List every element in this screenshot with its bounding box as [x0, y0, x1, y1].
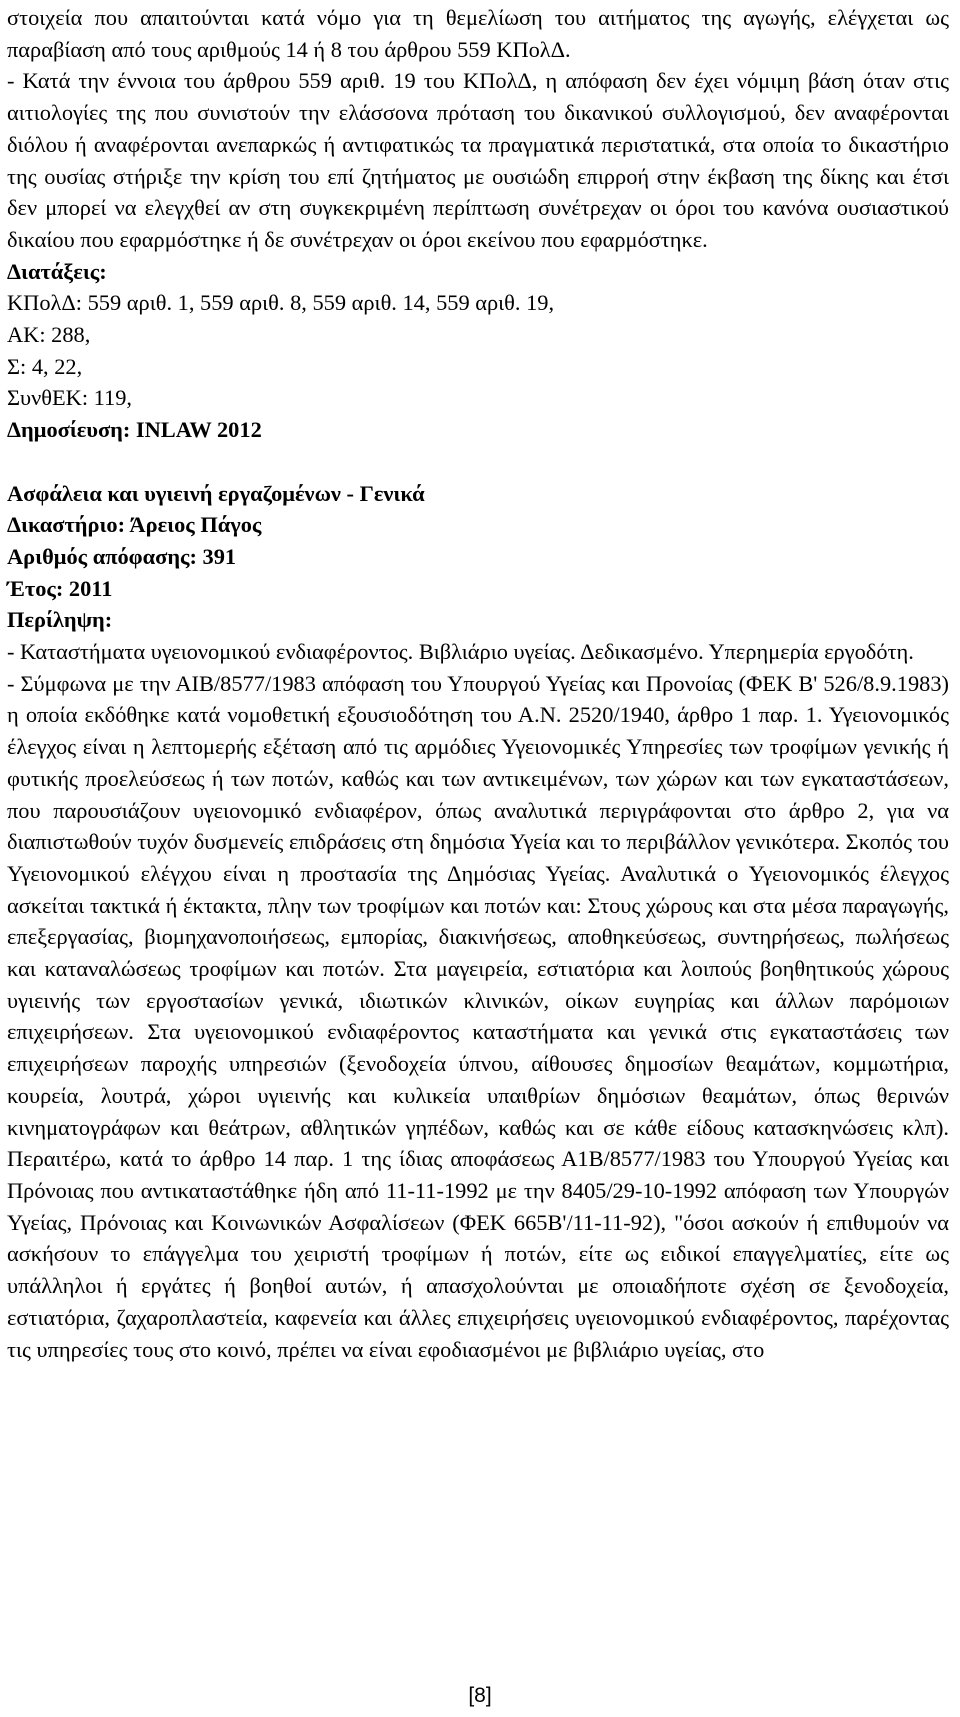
provision-line: Σ: 4, 22,	[7, 353, 83, 379]
document-body	[7, 2, 949, 1365]
case-header	[7, 478, 949, 637]
publication-heading: Δημοσίευση: INLAW 2012	[7, 417, 262, 443]
provision-line: ΣυνθΕΚ: 119,	[7, 385, 132, 411]
summary-paragraph-detail: - Σύμφωνα με την ΑΙΒ/8577/1983 απόφαση του Υπουργού Υγείας και Προνοίας (ΦΕΚ Β' 526/8.9.1983) η οποία εκδόθηκε κατά νομοθετική εξουσιοδότηση του Α.Ν. 2520/1940, άρθρο 1 παρ. 1. Υγειονομικός έλεγχος είναι η λεπτομερής εξέταση από τις αρμόδιες Υγειονομικές Υπηρεσίες των τροφίμων γενικής ή φυτικής προελεύσεως ή των ποτών, καθώς και των αντικειμένων, των χώρων και των εγκαταστάσεων, που παρουσιάζουν υγειονομικό ενδιαφέρον, όπως αναλυτικά περιγράφονται στο άρθρο 2, για να διαπιστωθούν τυχόν δυσμενείς επιδράσεις στη δημόσια Υγεία και το περιβάλλον γενικότερα. Σκοπός του Υγειονομικού ελέγχου είναι η προστασία της Δημόσιας Υγείας. Αναλυτικά ο Υγειονομικός έλεγχος ασκείται τακτικά ή έκτακτα, πλην των τροφίμων και ποτών και: Στους χώρους και στα μέσα παραγωγής, επεξεργασίας, βιομηχανοποιήσεως, εμπορίας, διακινήσεως, αποθηκεύσεως, συντηρήσεως, πωλήσεως και καταναλώσεως τροφίμων και ποτών. Στα μαγειρεία, εστιατόρια και λοιπούς βοηθητικούς χώρους υγιεινής των εργοστασίων γενικά, ιδιωτικών κλινικών, οίκων ευγηρίας και άλλων παρόμοιων επιχειρήσεων. Στα υγειονομικού ενδιαφέροντος καταστήματα και γενικά στις εγκαταστάσεις των επιχειρήσεων παροχής υπηρεσιών (ξενοδοχεία ύπνου, αίθουσες δημοσίων θεαμάτων, κομμωτήρια, κουρεία, λουτρά, χώροι υγιεινής και κυλικεία υπαιθρίων δημόσιων θεαμάτων, όπως θερινών κινηματογράφων και θεάτρων, αθλητικών γηπέδων, καθώς και σε κάθε είδους κατασκηνώσεις κλπ). Περαιτέρω, κατά το άρθρο 14 παρ. 1 της ίδιας αποφάσεως Α1Β/8577/1983 του Υπουργού Υγείας και Πρόνοιας που αντικαταστάθηκε ήδη από 11-11-1992 με την 8405/29-10-1992 απόφαση των Υπουργών Υγείας, Πρόνοιας και Κοινωνικών Ασφαλίσεων (ΦΕΚ 665Β'/11-11-92), "όσοι ασκούν ή επιθυμούν να ασκήσουν το επάγγελμα του χειριστή τροφίμων ή ποτών, είτε ως ειδικοί επαγγελματίες, είτε ως υπάλληλοι ή εργάτες ή βοηθοί αυτών, ή απασχολούνται με οποιαδήποτε σχέση σε ξενοδοχεία, εστιατόρια, ζαχαροπλαστεία, καφενεία και άλλες επιχειρήσεις υγειονομικού ενδιαφέροντος, παρέχοντας τις υπηρεσίες τους στο κοινό, πρέπει να είναι εφοδιασμένοι με βιβλιάριο υγείας, στο	[7, 670, 949, 1362]
case-subject: Ασφάλεια και υγιεινή εργαζομένων - Γενικά	[7, 480, 425, 506]
page-number: [8]	[468, 1684, 492, 1707]
case-year: Έτος: 2011	[7, 575, 113, 601]
case-decision-number: Αριθμός απόφασης: 391	[7, 543, 237, 569]
summary-heading: Περίληψη:	[7, 607, 113, 633]
summary-paragraph: - Καταστήματα υγειονομικού ενδιαφέροντος. Βιβλιάριο υγείας. Δεδικασμένο. Υπερημερία εργοδότη.	[7, 639, 914, 665]
provision-line: ΚΠολΔ: 559 αριθ. 1, 559 αριθ. 8, 559 αριθ. 14, 559 αριθ. 19,	[7, 290, 555, 316]
case-court: Δικαστήριο: Άρειος Πάγος	[7, 512, 262, 538]
intro-paragraph: στοιχεία που απαιτούνται κατά νόμο για τη θεμελίωση του αιτήματος της αγωγής, ελέγχεται ως παραβίαση από τους αριθμούς 14 ή 8 του άρθρου 559 ΚΠολΔ.	[7, 5, 949, 62]
provision-line: ΑΚ: 288,	[7, 322, 91, 348]
validity-paragraph: - Κατά την έννοια του άρθρου 559 αριθ. 19 του ΚΠολΔ, η απόφαση δεν έχει νόμιμη βάση όταν στις αιτιολογίες της που συνιστούν την ελάσσονα πρόταση του δικανικού συλλογισμού, δεν αναφέρονται διόλου ή αναφέρονται ανεπαρκώς ή αντιφατικώς τα πραγματικά περιστατικά, στα οποία το δικαστήριο της ουσίας στήριξε την κρίση του επί ζητήματος με ουσιώδη επιρροή στην έκβαση της δίκης και έτσι δεν μπορεί να ελεγχθεί αν στη συγκεκριμένη περίπτωση συνέτρεχαν οι όροι του κανόνα ουσιαστικού δικαίου που εφαρμόστηκε ή δε συνέτρεχαν οι όροι εκείνου που εφαρμόστηκε.	[7, 68, 949, 252]
section-divider	[7, 446, 949, 478]
provisions-section	[7, 256, 949, 415]
provisions-heading: Διατάξεις:	[7, 258, 107, 284]
